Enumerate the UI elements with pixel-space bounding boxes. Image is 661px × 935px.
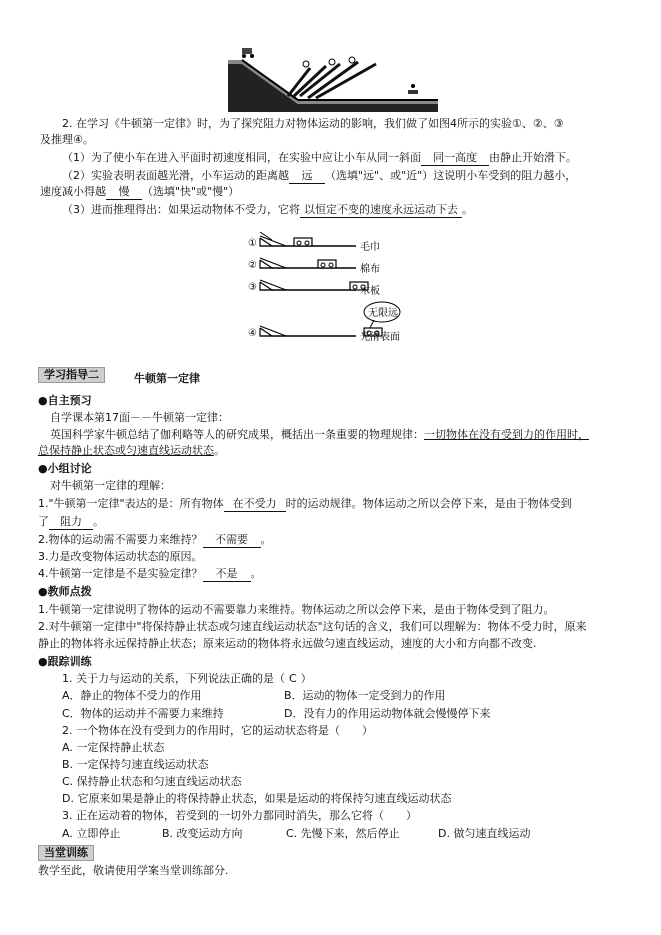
bubble-text: 无限远 [368,308,398,319]
experiment-row-number: ① [248,238,257,249]
practice-q2-option-b: B. 一定保持匀速直线运动状态 [62,758,209,771]
practice-heading: ●跟踪训练 [38,655,92,668]
section-tag-classroom: 当堂训练 [38,845,94,861]
practice-q1-option-d: D．没有力的作用运动物体就会慢慢停下来 [284,707,491,720]
surface-label: 木板 [360,286,380,297]
teacher-line1: 1.牛顿第一定律说明了物体的运动不需要靠力来维持。物体运动之所以会停下来，是由于物体受到了阻力。 [38,603,555,616]
practice-q1-option-c: C．物体的运动并不需要力来维持 [62,707,224,720]
surface-label: 毛巾 [360,242,380,253]
self-study-line3: 总保持静止状态或匀速直线运动状态。 [38,444,225,457]
practice-q3-option-b: B. 改变运动方向 [162,827,243,840]
teacher-line2: 2.对牛顿第一定律中"将保持静止状态或匀速直线运动状态"这句话的含义，我们可以理解为：物体不受力时，原来 [38,620,587,633]
practice-q1-option-b: B．运动的物体一定受到力的作用 [284,689,446,702]
incline-shape [260,282,272,290]
q2-part2-answer1: 远 [289,169,325,184]
q2-part3-answer: 以恒定不变的速度永远运动下去 [300,203,462,218]
group-item-4: 4.牛顿第一定律是不是实验定律？ 不是 。 [38,567,262,580]
incline-shape [260,328,272,336]
incline-shape [260,260,272,268]
practice-q2-option-c: C. 保持静止状态和匀速直线运动状态 [62,775,242,788]
practice-q3-option-a: A. 立即停止 [62,827,121,840]
practice-q2-stem: 2. 一个物体在没有受到力的作用时，它的运动状态将是（ ） [62,724,373,737]
q2-part2-answer2: 慢 [106,185,142,200]
practice-q1-answer: C [289,672,297,685]
section-title: 牛顿第一定律 [134,372,200,385]
teacher-line3: 静止的物体将永远保持静止状态；原来运动的物体将永远做匀速直线运动，速度的大小和方向都不改变. [38,637,537,650]
self-study-line2: 英国科学家牛顿总结了伽利略等人的研究成果，概括出一条重要的物理规律：一切物体在没有受到力的作用时， [50,428,589,441]
experiment-figure [246,232,446,352]
practice-q1-option-a: A．静止的物体不受力的作用 [62,689,202,702]
practice-q3-option-d: D. 做匀速直线运动 [438,827,531,840]
experiment-row-number: ③ [248,282,257,293]
practice-q3-stem: 3. 正在运动着的物体，若受到的一切外力都同时消失，那么它将（ ） [62,809,417,822]
cart-icon [318,260,336,268]
q2-part2: （2）实验表明表面越光滑，小车运动的距离越 远 （选填"远"、或"近"）这说明小车受到的阻力越小， [62,169,577,182]
group-item-1: 1."牛顿第一定律"表达的是：所有物体 在不受力 时的运动规律。物体运动之所以会停下来，是由于物体受到 [38,497,572,510]
q2-part2-line2: 速度减小得越 慢 （选填"快"或"慢"） [40,185,240,198]
experiment-row-number: ② [248,260,257,271]
section-tag-guide-2: 学习指导二 [38,367,105,383]
practice-q2-option-a: A. 一定保持静止状态 [62,741,165,754]
practice-q2-option-d: D. 它原来如果是静止的将保持静止状态，如果是运动的将保持匀速直线运动状态 [62,792,452,805]
classroom-line: 教学至此，敬请使用学案当堂训练部分. [38,864,229,877]
q2-part3: （3）进而推理得出：如果运动物体不受力，它将 以恒定不变的速度永远运动下去 。 [62,203,473,216]
practice-q3-option-c: C. 先慢下来，然后停止 [286,827,400,840]
group-item-3: 3.力是改变物体运动状态的原因。 [38,550,203,563]
group-item-2: 2.物体的运动需不需要力来维持？ 不需要 。 [38,533,272,546]
group-item-1b: 了 阻力 。 [38,515,104,528]
self-study-line1: 自学课本第17面－－牛顿第一定律： [50,411,229,424]
experiment-row-number: ④ [248,328,257,339]
surface-label: 光滑表面 [360,332,400,343]
surface-label: 棉布 [360,264,380,275]
self-study-heading: ●自主预习 [38,394,92,407]
cart-icon [294,238,312,246]
q2-part1-answer: 同一高度 [421,151,489,166]
q2-intro: 2. 在学习《牛顿第一定律》时，为了探究阻力对物体运动的影响，我们做了如图4所示的实验①、②、③ [62,117,564,130]
group-intro: 对牛顿第一定律的理解： [50,479,171,492]
group-heading: ●小组讨论 [38,462,92,475]
q2-intro-cont: 及推理④。 [40,133,94,146]
teacher-heading: ●教师点拨 [38,585,92,598]
incline-track-figure [228,46,438,112]
q2-part1: （1）为了使小车在进入平面时初速度相同，在实验中应让小车从同一斜面 同一高度 由静止开始滑下。 [62,151,577,164]
practice-q1-stem: 1. 关于力与运动的关系，下列说法正确的是（ C ） [62,672,312,685]
